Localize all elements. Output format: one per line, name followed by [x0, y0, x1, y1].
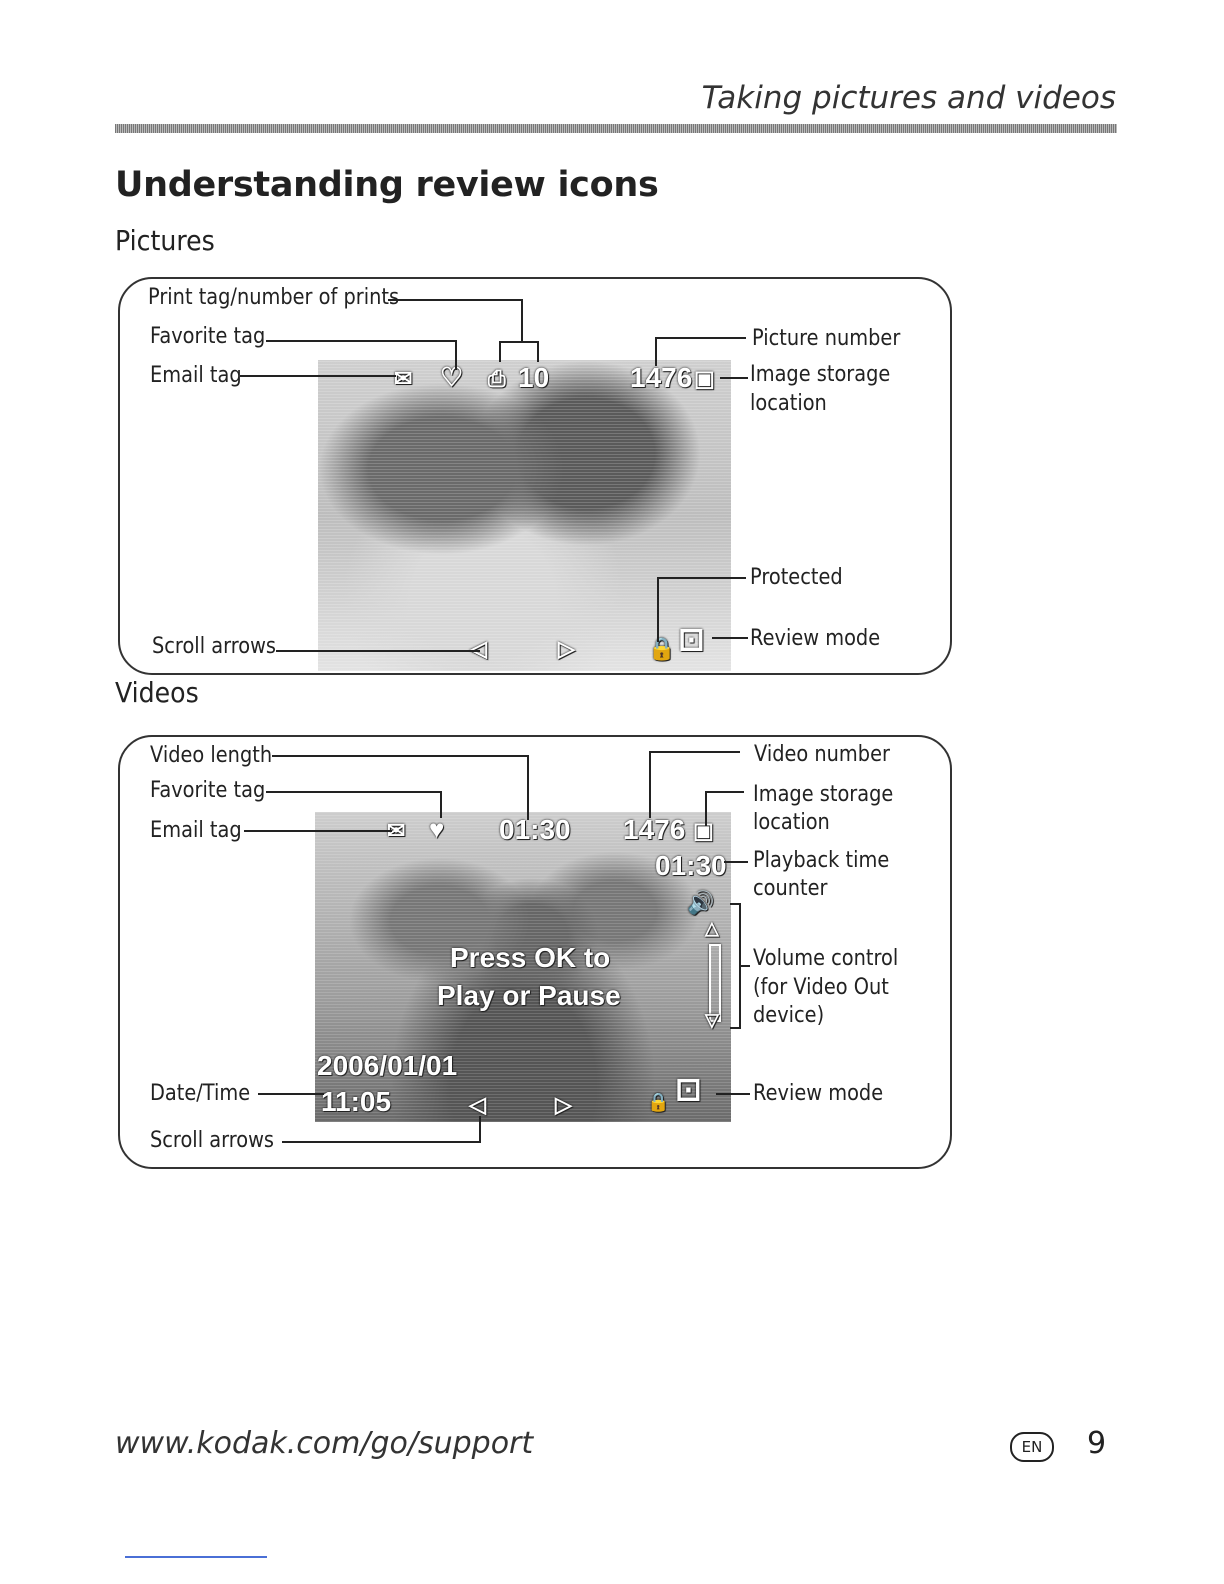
label-favorite-tag: Favorite tag: [150, 778, 266, 803]
leader-print-bracket: [500, 342, 538, 362]
leader-print-tag: [388, 300, 522, 342]
label-print-tag: Print tag/number of prints: [148, 285, 400, 310]
label-volume-device: device): [753, 1003, 825, 1028]
picture-number: 1476: [630, 362, 693, 393]
favorite-heart-icon: ♥: [429, 814, 445, 844]
label-image-storage: Image storage: [750, 362, 891, 387]
label-volume-video-out: (for Video Out: [753, 975, 889, 1000]
label-protected: Protected: [750, 565, 843, 590]
scroll-left-icon[interactable]: ◁: [469, 1092, 486, 1117]
play-prompt-line-1: Press OK to: [450, 942, 611, 973]
page-title: Understanding review icons: [115, 165, 659, 205]
video-time: 11:05: [321, 1086, 392, 1117]
label-review-mode: Review mode: [750, 626, 881, 651]
leader-video-number: [650, 752, 740, 818]
label-image-storage-location: location: [753, 810, 830, 835]
label-volume-control: Volume control: [753, 946, 899, 971]
footer-rule: [125, 1556, 267, 1558]
leader-video-favorite: [266, 792, 441, 818]
protected-lock-icon: 🔒: [647, 1092, 670, 1112]
play-prompt-line-2: Play or Pause: [437, 980, 621, 1011]
label-date-time: Date/Time: [150, 1081, 251, 1106]
storage-card-icon: ▣: [693, 818, 714, 843]
label-playback-counter: counter: [753, 876, 828, 901]
label-image-storage: Image storage: [753, 782, 894, 807]
print-tag-icon: ⎙: [488, 366, 506, 391]
review-mode-icon: ⊡: [675, 1071, 702, 1107]
leader-favorite-tag: [266, 341, 456, 370]
review-mode-icon: ⊡: [678, 621, 705, 657]
label-video-number: Video number: [754, 742, 890, 767]
scroll-right-icon[interactable]: ▷: [555, 1092, 572, 1117]
label-favorite-tag: Favorite tag: [150, 324, 266, 349]
label-scroll-arrows: Scroll arrows: [150, 1128, 275, 1153]
leader-volume-bracket: [730, 904, 740, 1028]
volume-speaker-icon: 🔊: [687, 890, 715, 915]
label-review-mode: Review mode: [753, 1081, 884, 1106]
print-count: 10: [518, 362, 550, 393]
label-email-tag: Email tag: [150, 363, 242, 388]
email-tag-icon: ✉: [387, 818, 406, 843]
volume-down-icon[interactable]: ▽: [705, 1010, 719, 1030]
video-length: 01:30: [499, 814, 571, 845]
volume-up-icon[interactable]: △: [705, 918, 719, 938]
scroll-left-icon[interactable]: ◁: [470, 636, 487, 661]
label-scroll-arrows: Scroll arrows: [152, 634, 277, 659]
leader-picture-number: [656, 338, 746, 366]
label-email-tag: Email tag: [150, 818, 242, 843]
favorite-heart-icon: ♡: [440, 362, 464, 392]
leader-video-storage: [706, 792, 744, 826]
video-date: 2006/01/01: [317, 1050, 458, 1081]
label-image-storage-location: location: [750, 391, 827, 416]
email-tag-icon: ✉: [394, 366, 413, 391]
pictures-heading: Pictures: [115, 224, 215, 257]
storage-card-icon: ▣: [694, 366, 715, 391]
video-number: 1476: [623, 814, 686, 845]
section-title: Taking pictures and videos: [701, 80, 1116, 116]
leader-video-length: [272, 756, 528, 820]
protected-lock-icon: 🔒: [648, 636, 676, 661]
label-video-length: Video length: [150, 743, 273, 768]
leader-protected: [658, 578, 746, 642]
support-url[interactable]: www.kodak.com/go/support: [115, 1426, 534, 1461]
label-picture-number: Picture number: [752, 326, 901, 351]
label-playback-time: Playback time: [753, 848, 890, 873]
scroll-right-icon[interactable]: ▷: [558, 636, 575, 661]
videos-heading: Videos: [115, 676, 199, 709]
language-badge: EN: [1010, 1432, 1054, 1462]
page-number: 9: [1087, 1426, 1107, 1461]
leader-video-scroll: [282, 1116, 480, 1142]
playback-counter: 01:30: [655, 850, 727, 881]
